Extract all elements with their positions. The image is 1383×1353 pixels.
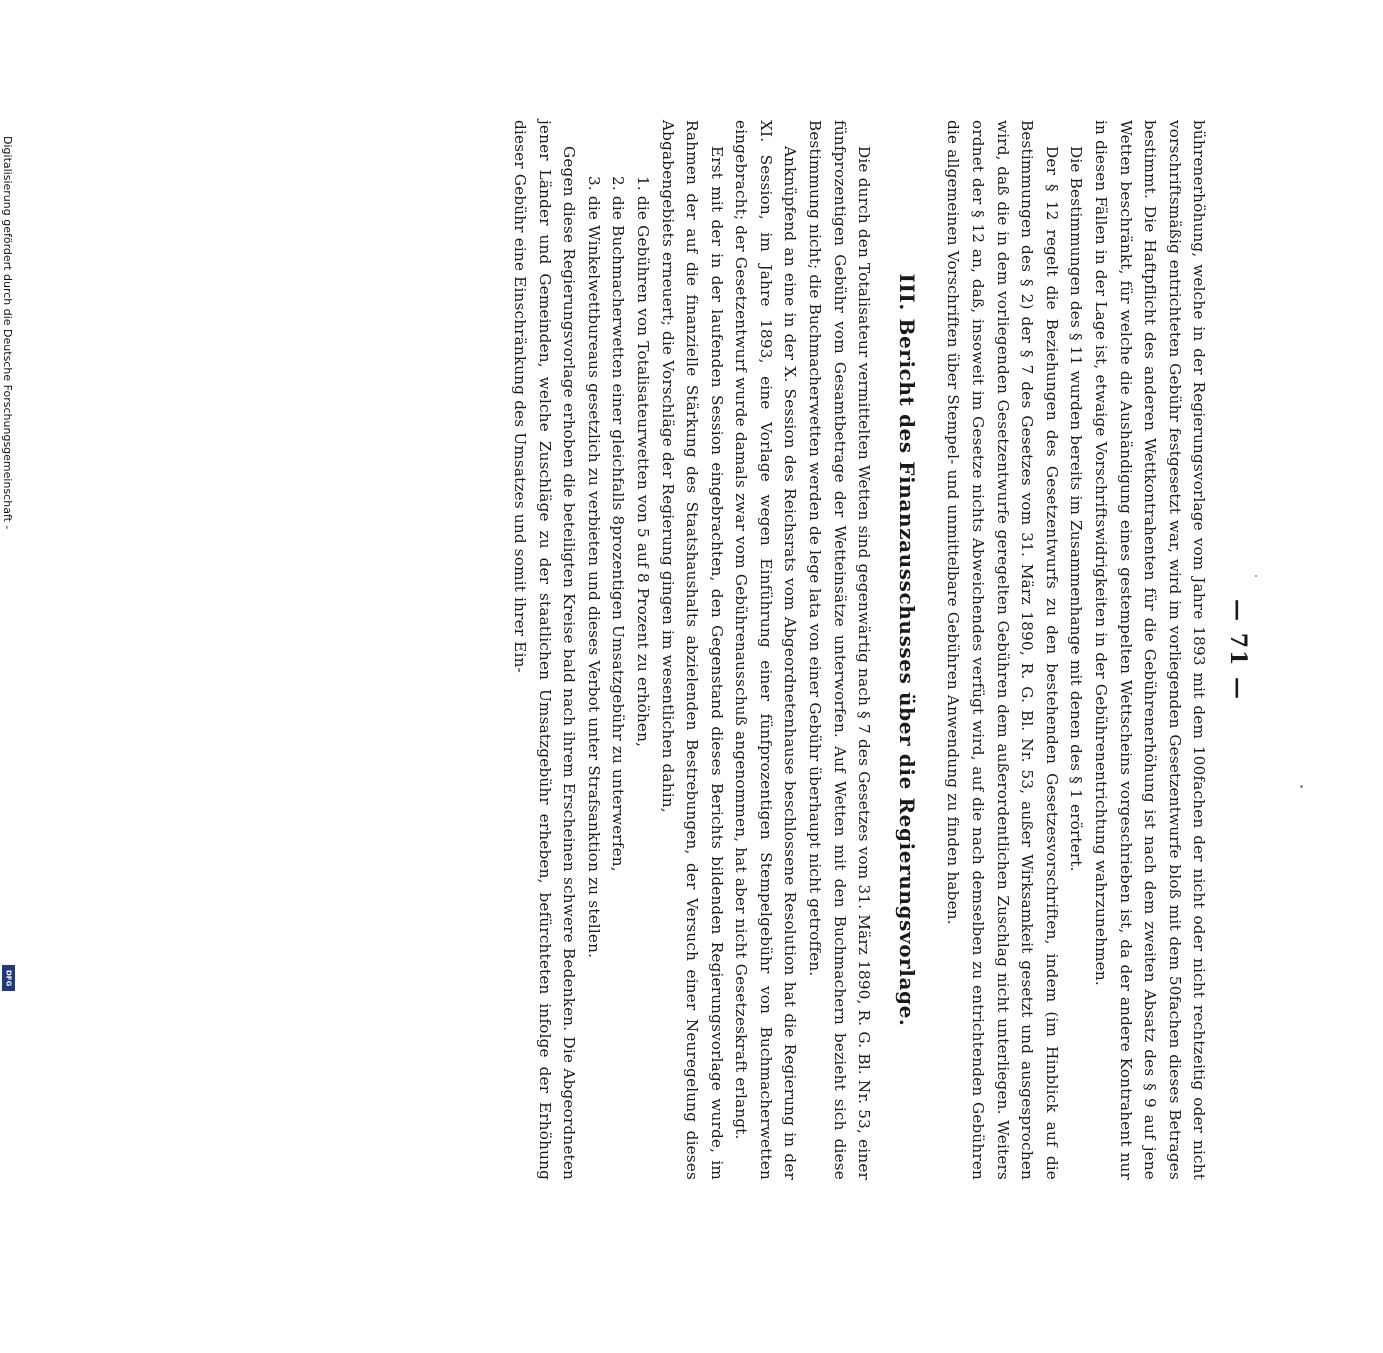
paragraph: Anknüpfend an eine in der X. Session des Reichsrats vom Abgeordnetenhause beschlossene Resolution hat die Regierung in der XI. Session, im Jahre 1893, eine Vorlage wegen Einführung einer fünfprozentigen Stempelgebühr von Buchmacherwetten eingebracht; der Gesetzentwurf wurde damals zwar vom Gebührenausschuß angenommen, hat aber nicht Gesetzeskraft erlangt. [732,120,800,1180]
proposal-list [581,120,655,1180]
section-heading: III. Bericht des Finanzausschusses über die Regierungsvorlage. [894,273,919,1027]
scanned-page [130,0,1251,1353]
paragraph: Der § 12 regelt die Beziehungen des Gesetzentwurfs zu den bestehenden Gesetzesvorschriften, indem (im Hinblick auf die Bestimmungen des § 2) der § 7 des Gesetzes vom 31. März 1890, R. G. Bl. Nr. 53, außer Wirksamkeit gesetzt und ausgesprochen wird, daß die in dem vorliegenden Gesetzentwurfe geregelten Gebühren dem außerordentlichen Zuschlag nicht unterliegen. Weiters ordnet der § 12 an, daß, insoweit im Gesetze nichts Abweichendes verfügt wird, auf die nach demselben zu entrichtenden Gebühren die allgemeinen Vorschriften über Stempel- und unmittelbare Gebühren Anwendung zu finden haben. [944,120,1061,1180]
funding-note: Digitalisierung gefördert durch die Deutsche Forschungsgemeinschaft - [1,136,15,530]
scan-speck [1255,575,1257,577]
scan-speck [1300,785,1303,788]
paragraph: Gegen diese Regierungsvorlage erhoben die beteiligten Kreise bald nach ihrem Erscheinen schwere Bedenken. Die Abgeordneten jener Länder und Gemeinden, welche Zuschläge zu der staatlichen Umsatzgebühr erheben, befürchteten infolge der Erhöhung dieser Gebühr eine Einschränkung des Umsatzes und somit ihrer Ein- [510,120,579,1180]
list-item: 2. die Buchmacherwetten einer gleichfalls 8prozentigen Umsatzgebühr zu unterwerfen, [609,176,628,872]
paragraph: Die durch den Totalisateur vermittelten Wetten sind gegenwärtig nach § 7 des Gesetzes vom 31. März 1890, R. G. Bl. Nr. 53, einer fünfprozentigen Gebühr vom Gesamtbetrage der Wetteinsätze unterworfen. Auf Wetten mit den Buchmachern bezieht sich diese Bestimmung nicht; die Buchmacherwetten werden de lege lata von einer Gebühr überhaupt nicht getroffen. [806,120,874,1180]
page-content [507,120,1250,1180]
dfg-logo: DFG [2,965,15,991]
paragraph: Die Bestimmungen des § 11 wurden bereits im Zusammenhange mit denen des § 1 erörtert. [1067,146,1086,872]
list-item: 3. die Winkelwettbureaus gesetzlich zu verbieten und dieses Verbot unter Strafsanktion zu stellen. [584,176,603,959]
page-number: — 71 — [1225,599,1251,701]
paragraph: bührenerhöhung, welche in der Regierungsvorlage vom Jahre 1893 mit dem 100fachen der nicht oder nicht rechtzeitig oder nicht vorschriftsmäßig entrichteten Gebühr festgesetzt war, wird im vorliegenden Gesetzentwurfe bloß mit dem 50fachen dieses Betrages bestimmt. Die Haftpflicht des anderen Wettkontrahenten für die Gebührenerhöhung ist nach dem zweiten Absatz des § 9 auf jene Wetten beschränkt, für welche die Aushändigung eines gestempelten Wettscheins vorgeschrieben ist, da der andere Kontrahent nur in diesen Fällen in der Lage ist, etwaige Vorschriftswidrigkeiten in der Gebührenentrichtung wahrzunehmen. [1092,120,1209,1180]
list-item: 1. die Gebühren von Totalisateurwetten von 5 auf 8 Prozent zu erhöhen, [633,176,652,748]
paragraph: Erst mit der in der laufenden Session eingebrachten, den Gegenstand dieses Berichts bildenden Regierungsvorlage wurde, im Rahmen der auf die finanzielle Stärkung des Staatshaushalts abzielenden Bestrebungen, der Versuch einer Neuregelung dieses Abgabengebiets erneuert; die Vorschläge der Regierung gingen im wesentlichen dahin, [658,120,726,1180]
